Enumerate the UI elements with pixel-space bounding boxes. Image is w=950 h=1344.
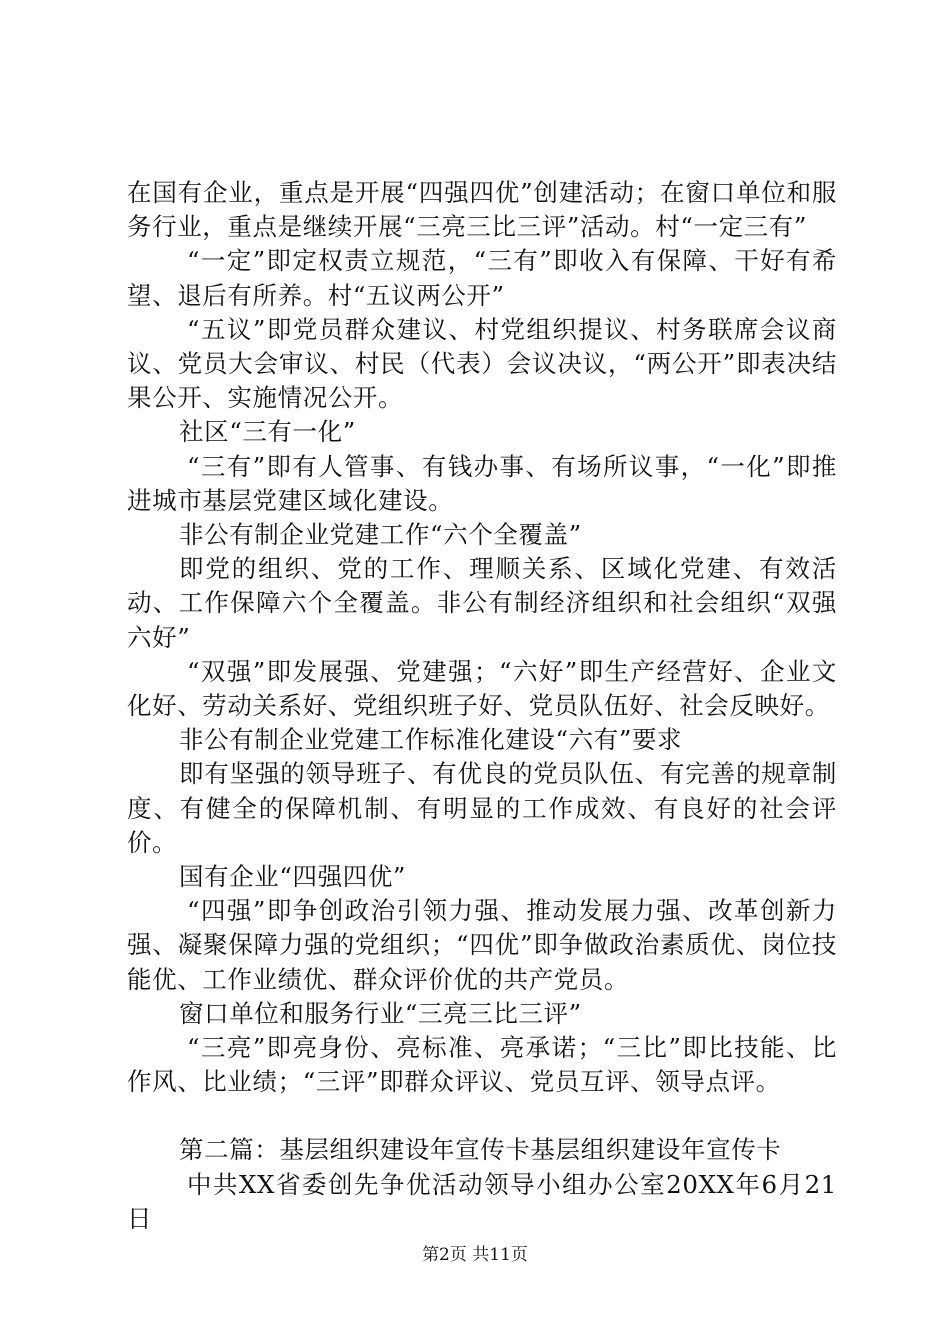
paragraph-12: “四强”即争创政治引领力强、推动发展力强、改革创新力强、凝聚保障力强的党组织；“四优”即争做政治素质优、岗位技能优、工作业绩优、群众评价优的共产党员。 — [127, 896, 837, 994]
paragraph-3: “五议”即党员群众建议、村党组织提议、村务联席会议商议、党员大会审议、村民（代表）会议决议，“两公开”即表决结果公开、实施情况公开。 — [127, 314, 837, 413]
paragraph-1: 在国有企业，重点是开展“四强四优”创建活动；在窗口单位和服务行业，重点是继续开展“三亮三比三评”活动。村“一定三有” — [127, 178, 837, 242]
section-heading: 第二篇：基层组织建设年宣传卡基层组织建设年宣传卡 — [179, 1135, 782, 1165]
paragraph-11: 国有企业“四强四优” — [179, 862, 407, 892]
paragraph-10: 即有坚强的领导班子、有优良的党员队伍、有完善的规章制度、有健全的保障机制、有明显的工作成效、有良好的社会评价。 — [127, 759, 837, 857]
page-number: 第2页 共11页 — [422, 1245, 528, 1265]
section-gap — [127, 1099, 837, 1133]
paragraph-9: 非公有制企业党建工作标准化建设“六有”要求 — [179, 725, 683, 755]
paragraph-4: 社区“三有一化” — [179, 417, 356, 447]
paragraph-13: 窗口单位和服务行业“三亮三比三评” — [179, 998, 582, 1028]
paragraph-2: “一定”即定权责立规范，“三有”即收入有保障、干好有希望、退后有所养。村“五议两公开” — [127, 246, 837, 310]
paragraph-6: 非公有制企业党建工作“六个全覆盖” — [179, 520, 582, 550]
paragraph-8: “双强”即发展强、党建强；“六好”即生产经营好、企业文化好、劳动关系好、党组织班子好、党员队伍好、社会反映好。 — [127, 656, 837, 721]
paragraph-7: 即党的组织、党的工作、理顺关系、区域化党建、有效活动、工作保障六个全覆盖。非公有制经济组织和社会组织“双强六好” — [127, 554, 837, 652]
document-body — [127, 176, 837, 1236]
issuer-line: 中共XX省委创先争优活动领导小组办公室20XX年6月21日 — [127, 1169, 837, 1233]
paragraph-14: “三亮”即亮身份、亮标准、亮承诺；“三比”即比技能、比作风、比业绩；“三评”即群众评议、党员互评、领导点评。 — [127, 1033, 837, 1097]
paragraph-5: “三有”即有人管事、有钱办事、有场所议事，“一化”即推进城市基层党建区域化建设。 — [127, 451, 837, 515]
